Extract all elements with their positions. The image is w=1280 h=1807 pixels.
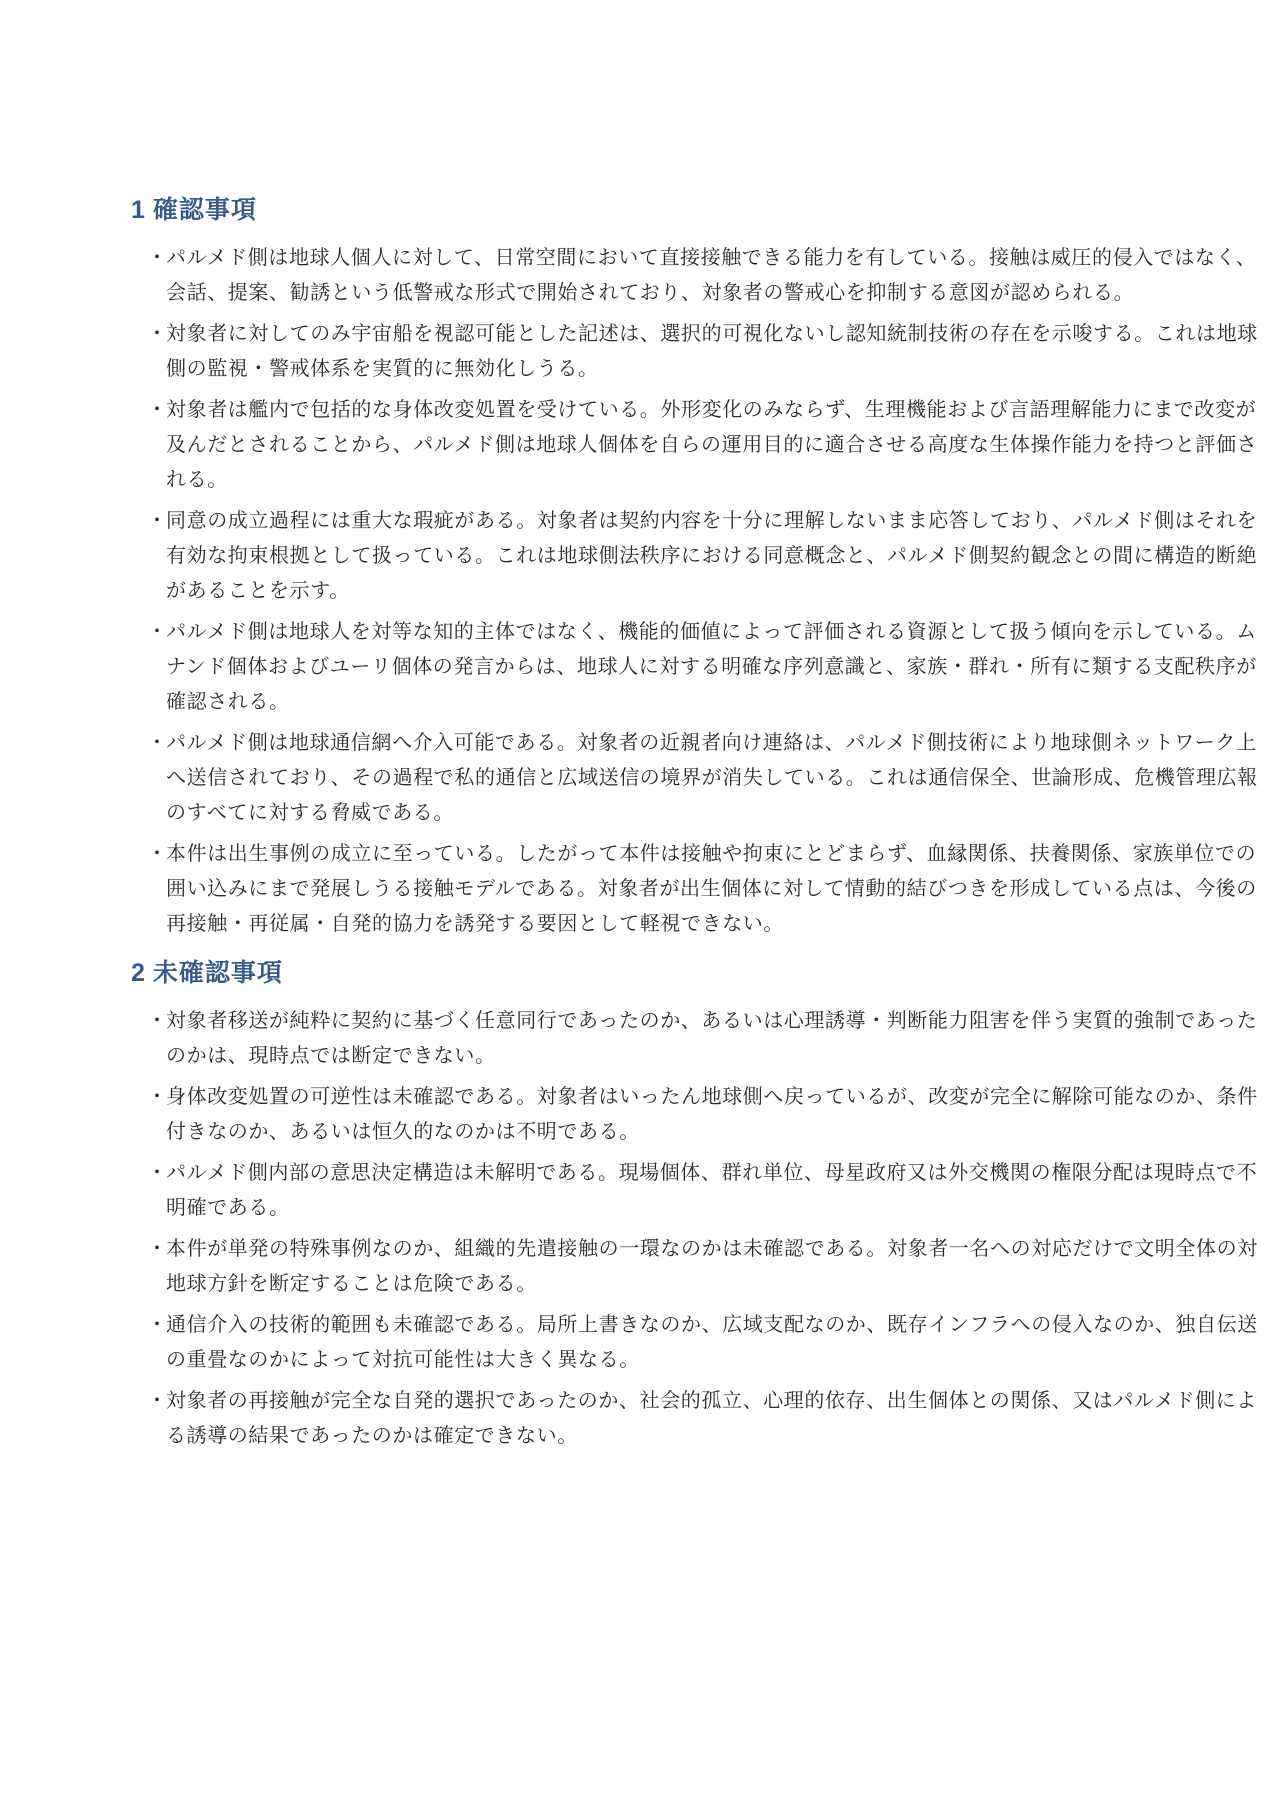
list-item-text: パルメド側は地球人個人に対して、日常空間において直接接触できる能力を有している。接触は威圧的侵入ではなく、会話、提案、勧誘という低警戒な形式で開始されており、対象者の警戒心を抑制する意図が認められる。 [166, 245, 1257, 304]
list-item-text: 本件は出生事例の成立に至っている。したがって本件は接触や拘束にとどまらず、血縁関係、扶養関係、家族単位での囲い込みにまで発展しうる接触モデルである。対象者が出生個体に対して情動的結びつきを形成している点は、今後の再接触・再従属・自発的協力を誘発する要因として軽視できない。 [166, 841, 1257, 935]
list-item-text: パルメド側内部の意思決定構造は未解明である。現場個体、群れ単位、母星政府又は外交機関の権限分配は現時点で不明確である。 [166, 1160, 1258, 1219]
bullet-marker: ・ [147, 1312, 168, 1336]
list-item-text: 本件が単発の特殊事例なのか、組織的先遣接触の一環なのかは未確認である。対象者一名への対応だけで文明全体の対地球方針を断定することは危険である。 [166, 1236, 1258, 1295]
bullet-marker: ・ [147, 1084, 168, 1108]
section-unconfirmed [131, 953, 1258, 1453]
bullet-marker: ・ [147, 321, 168, 345]
list-item [131, 614, 1276, 719]
list-item [131, 316, 1276, 386]
bullet-marker: ・ [147, 619, 168, 643]
list-item-text: 対象者の再接触が完全な自発的選択であったのか、社会的孤立、心理的依存、出生個体との関係、又はパルメド側による誘導の結果であったのかは確定できない。 [166, 1388, 1257, 1447]
bullet-marker: ・ [147, 1236, 168, 1260]
section-number: 1 [131, 196, 146, 224]
section-confirmed [131, 190, 1258, 941]
list-item-text: 対象者は艦内で包括的な身体改変処置を受けている。外形変化のみならず、生理機能および言語理解能力にまで改変が及んだとされることから、パルメド側は地球人個体を自らの運用目的に適合させる高度な生体操作能力を持つと評価される。 [166, 397, 1258, 491]
list-item-text: パルメド側は地球人を対等な知的主体ではなく、機能的価値によって評価される資源として扱う傾向を示している。ムナンド個体およびユーリ個体の発言からは、地球人に対する明確な序列意識と、家族・群れ・所有に類する支配秩序が確認される。 [166, 619, 1257, 713]
list-item [131, 392, 1276, 497]
bullet-marker: ・ [147, 397, 168, 421]
bullet-marker: ・ [147, 1388, 168, 1412]
list-item [131, 1231, 1276, 1301]
list-item-text: 同意の成立過程には重大な瑕疵がある。対象者は契約内容を十分に理解しないまま応答しており、パルメド側はそれを有効な拘束根拠として扱っている。これは地球側法秩序における同意概念と、パルメド側契約観念との間に構造的断絶があることを示す。 [166, 508, 1258, 602]
bullet-marker: ・ [147, 245, 168, 269]
bullet-marker: ・ [147, 1008, 168, 1032]
list-item [131, 1079, 1276, 1149]
list-item [131, 240, 1276, 310]
section-heading-unconfirmed [131, 953, 1191, 993]
list-item [131, 503, 1276, 608]
unconfirmed-items-list [131, 1003, 1258, 1453]
document-content [131, 190, 1258, 1459]
confirmed-items-list [131, 240, 1258, 941]
section-title: 未確認事項 [152, 959, 283, 987]
list-item-text: 対象者移送が純粋に契約に基づく任意同行であったのか、あるいは心理誘導・判断能力阻害を伴う実質的強制であったのかは、現時点では断定できない。 [166, 1008, 1258, 1067]
bullet-marker: ・ [147, 508, 168, 532]
section-title: 確認事項 [152, 196, 257, 224]
list-item [131, 836, 1276, 941]
list-item [131, 1003, 1276, 1073]
section-heading-confirmed [131, 190, 1191, 230]
bullet-marker: ・ [147, 841, 168, 865]
list-item-text: パルメド側は地球通信網へ介入可能である。対象者の近親者向け連絡は、パルメド側技術により地球側ネットワーク上へ送信されており、その過程で私的通信と広域送信の境界が消失している。これは通信保全、世論形成、危機管理広報のすべてに対する脅威である。 [166, 730, 1258, 824]
list-item [131, 1383, 1276, 1453]
list-item [131, 1155, 1276, 1225]
list-item [131, 1307, 1276, 1377]
list-item-text: 通信介入の技術的範囲も未確認である。局所上書きなのか、広域支配なのか、既存インフラへの侵入なのか、独自伝送の重畳なのかによって対抗可能性は大きく異なる。 [166, 1312, 1258, 1371]
bullet-marker: ・ [147, 1160, 168, 1184]
list-item-text: 身体改変処置の可逆性は未確認である。対象者はいったん地球側へ戻っているが、改変が完全に解除可能なのか、条件付きなのか、あるいは恒久的なのかは不明である。 [166, 1084, 1258, 1143]
list-item-text: 対象者に対してのみ宇宙船を視認可能とした記述は、選択的可視化ないし認知統制技術の存在を示唆する。これは地球側の監視・警戒体系を実質的に無効化しうる。 [166, 321, 1258, 380]
section-number: 2 [131, 959, 146, 987]
list-item [131, 725, 1276, 830]
bullet-marker: ・ [147, 730, 168, 754]
